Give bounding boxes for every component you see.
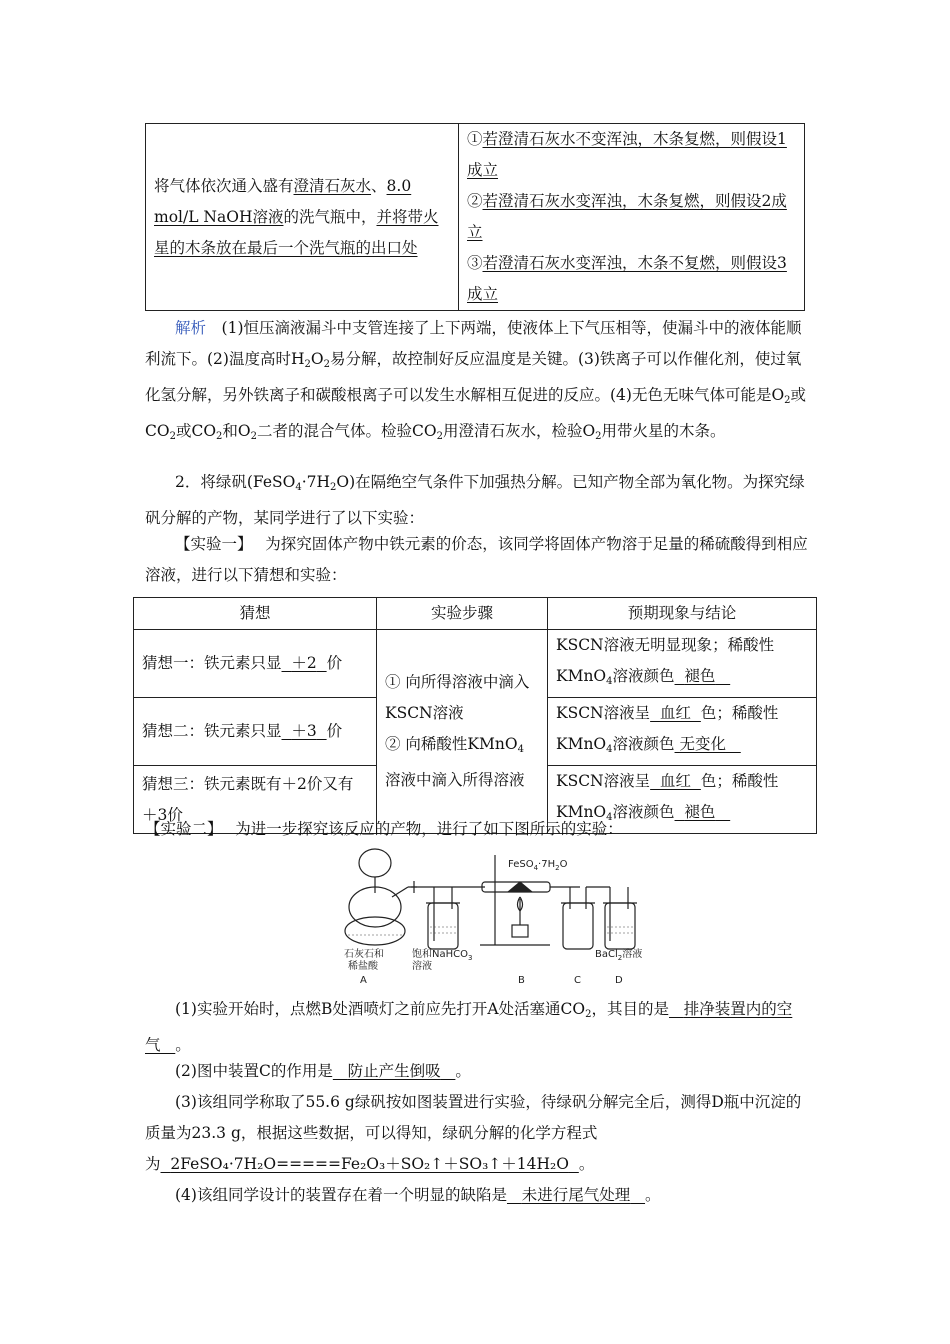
question-1: (1)实验开始时，点燃B处酒喷灯之前应先打开A处活塞通$CO_2$，其目的是 排净装置内的空气 。 xyxy=(145,1000,793,1054)
result-2: KSCN溶液呈 血红 色；稀酸性KMnO$_4$溶液颜色 无变化 xyxy=(548,698,817,766)
analysis-text: 和O xyxy=(222,422,251,440)
header-guess: 猜想 xyxy=(134,598,377,630)
analysis-text: 或CO xyxy=(175,422,217,440)
answer-blank-1: 澄清石灰水 xyxy=(293,176,372,195)
steps-cell xyxy=(377,630,548,834)
result-text: 色；稀酸性KMnO xyxy=(556,772,779,821)
subscript: 2 xyxy=(784,395,791,406)
kipp-bottom-bulb xyxy=(345,917,405,945)
subscript: 2 xyxy=(250,431,257,442)
period: 。 xyxy=(455,1062,471,1080)
result-text: KSCN溶液呈 xyxy=(556,772,651,790)
experiment-2-text xyxy=(145,814,810,845)
step-1: ① 向所得溶液中滴入KSCN溶液 xyxy=(385,673,530,722)
nahco3-bottle xyxy=(428,903,458,949)
guess-text: 价 xyxy=(326,654,343,672)
procedure-cell xyxy=(146,124,459,311)
analysis-text: 或CO xyxy=(145,386,807,440)
answer-blank: 防止产生倒吸 xyxy=(347,1062,441,1080)
guess-blank: ＋2 xyxy=(291,654,317,672)
result-blank: 褪色 xyxy=(684,667,716,685)
label-hcl: 稀盐酸 xyxy=(348,961,378,972)
conclusion-item xyxy=(467,248,796,310)
result-text: 溶液颜色 xyxy=(612,667,675,685)
period: 。 xyxy=(175,1036,191,1054)
hypothesis-table xyxy=(145,123,805,311)
apparatus-diagram xyxy=(330,845,660,990)
analysis-text: 用带火星的木条。 xyxy=(601,422,726,440)
answer-blank-3: 并将带火星的木条放在最后一个洗气瓶的出口处 xyxy=(154,207,439,257)
experiment-1-text xyxy=(145,529,810,591)
header-result: 预期现象与结论 xyxy=(548,598,817,630)
intro-text: O)在隔绝空气条件下加强热分解。已知产物全部为氧化物。为探究绿矾分解的产物，某同学进行了以下实验： xyxy=(145,473,805,527)
question-2-intro xyxy=(145,467,810,534)
conclusion-text: 若澄清石灰水变浑浊，木条复燃，则假设2成立 xyxy=(467,192,787,241)
answer-blank: 排净装置内的空气 xyxy=(145,1000,793,1054)
step-2: ② 向稀酸性KMnO$_4$溶液中滴入所得溶液 xyxy=(385,735,525,789)
item-number: ③ xyxy=(467,254,483,272)
conclusion-item xyxy=(467,186,796,248)
question-4 xyxy=(145,1180,810,1211)
label-B: B xyxy=(518,975,525,986)
guess-text: 价 xyxy=(326,722,343,740)
item-number: ① xyxy=(467,130,483,148)
analysis-label: 解析 xyxy=(175,319,207,337)
subscript: 2 xyxy=(216,431,223,442)
answer-blank: 未进行尾气处理 xyxy=(521,1186,631,1204)
period: 。 xyxy=(578,1155,595,1173)
guess-blank: ＋3 xyxy=(291,722,317,740)
label-A: A xyxy=(360,975,367,986)
conclusion-text: 若澄清石灰水变浑浊，木条不复燃，则假设3成立 xyxy=(467,254,787,303)
result-3: KSCN溶液呈 血红 色；稀酸性KMnO$_4$溶液颜色 褪色 xyxy=(548,766,817,834)
label-C: C xyxy=(574,975,581,986)
result-blank: 褪色 xyxy=(684,803,716,821)
result-text: 溶液颜色 xyxy=(612,803,675,821)
conclusion-item xyxy=(467,124,796,186)
intro-text: ·7H xyxy=(301,473,331,491)
guess-table xyxy=(133,597,817,834)
subscript: 2 xyxy=(436,431,443,442)
item-number: ② xyxy=(467,192,483,210)
subscript: 2 xyxy=(323,359,330,370)
question-3 xyxy=(145,1087,810,1180)
kipp-top-bulb xyxy=(359,849,391,877)
question-text: ，其目的是 xyxy=(591,1000,669,1018)
guess-text: 猜想一：铁元素只显 xyxy=(142,654,282,672)
guess-1 xyxy=(134,630,377,698)
experiment-1-label: 【实验一】 xyxy=(175,535,245,553)
question-text: (2)图中装置C的作用是 xyxy=(175,1062,333,1080)
guess-2 xyxy=(134,698,377,766)
header-steps: 实验步骤 xyxy=(377,598,548,630)
label-limestone: 石灰石和 xyxy=(344,949,384,960)
question-2 xyxy=(145,1056,810,1087)
procedure-text-2: 的洗气瓶中， xyxy=(283,207,377,226)
procedure-text: 将气体依次通入盛有 xyxy=(154,176,294,195)
subscript: 4 xyxy=(295,482,302,493)
conclusion-text: 若澄清石灰水不变浑浊，木条复燃，则假设1成立 xyxy=(467,130,787,179)
analysis-text: (1)恒压滴液漏斗中支管连接了上下两端，使液体上下气压相等，使漏斗中的液体能顺利流下。(2)温度高时H xyxy=(145,319,802,368)
subscript: 2 xyxy=(330,482,337,493)
result-blank: 血红 xyxy=(659,704,691,722)
answer-blank-2: 8.0 mol/L NaOH溶液 xyxy=(154,176,412,226)
analysis-paragraph xyxy=(145,313,810,452)
result-blank: 无变化 xyxy=(679,735,726,753)
guess-text: 猜想二：铁元素只显 xyxy=(142,722,282,740)
experiment-1-description: 为探究固体产物中铁元素的价态，该同学将固体产物溶于足量的稀硫酸得到相应溶液，进行以下猜想和实验： xyxy=(145,535,808,584)
analysis-text: 易分解，故控制好反应温度是关键。(3)铁离子可以作催化剂，使过氧化氢分解，另外铁离子和碳酸根离子可以发生水解相互促进的反应。(4)无色无味气体可能是O xyxy=(145,350,802,404)
label-nahco3: 饱和NaHCO$_3$ xyxy=(412,949,473,962)
result-text: 色；稀酸性KMnO xyxy=(556,704,779,753)
analysis-text: 二者的混合气体。检验CO xyxy=(257,422,437,440)
answer-blank: 2FeSO₄·7H₂O=====Fe₂O₃＋SO₂↑＋SO₃↑＋14H₂O xyxy=(170,1155,569,1173)
subscript: 2 xyxy=(595,431,602,442)
experiment-2-description: 为进一步探究该反应的产物，进行了如下图所示的实验： xyxy=(235,820,623,838)
subscript: 2 xyxy=(304,359,311,370)
analysis-text: 用澄清石灰水，检验O xyxy=(442,422,596,440)
result-text: KSCN溶液无明显现象；稀酸性KMnO xyxy=(556,636,775,685)
label-bacl2: BaCl$_2$溶液 xyxy=(595,949,643,962)
label-solution: 溶液 xyxy=(412,961,432,972)
punct: 、 xyxy=(371,176,387,195)
result-blank: 血红 xyxy=(659,772,691,790)
result-1: KSCN溶液无明显现象；稀酸性KMnO$_4$溶液颜色 褪色 xyxy=(548,630,817,698)
bottle-C xyxy=(563,903,593,949)
question-text: (3)该组同学称取了55.6 g绿矾按如图装置进行实验，待绿矾分解完全后，测得D瓶中沉淀的质量为23.3 g，根据这些数据，可以得知，绿矾分解的化学方程式为 xyxy=(145,1093,802,1173)
question-text: (1)实验开始时，点燃B处酒喷灯之前应先打开A处活塞通CO xyxy=(175,1000,586,1018)
experiment-2-label: 【实验二】 xyxy=(145,820,215,838)
result-text: 溶液颜色 xyxy=(612,735,675,753)
analysis-text: O xyxy=(310,350,324,368)
label-feso4: $FeSO_4\cdot 7H_2O$ xyxy=(508,859,568,872)
period: 。 xyxy=(645,1186,661,1204)
label-D: D xyxy=(615,975,623,986)
result-text: KSCN溶液呈 xyxy=(556,704,651,722)
question-text: (4)该组同学设计的装置存在着一个明显的缺陷是 xyxy=(175,1186,507,1204)
conclusion-cell xyxy=(459,124,805,311)
intro-text: 2．将绿矾(FeSO xyxy=(175,473,296,491)
subscript: 2 xyxy=(169,431,176,442)
guess-text: 猜想三：铁元素既有＋2价又有＋3价 xyxy=(142,774,354,824)
